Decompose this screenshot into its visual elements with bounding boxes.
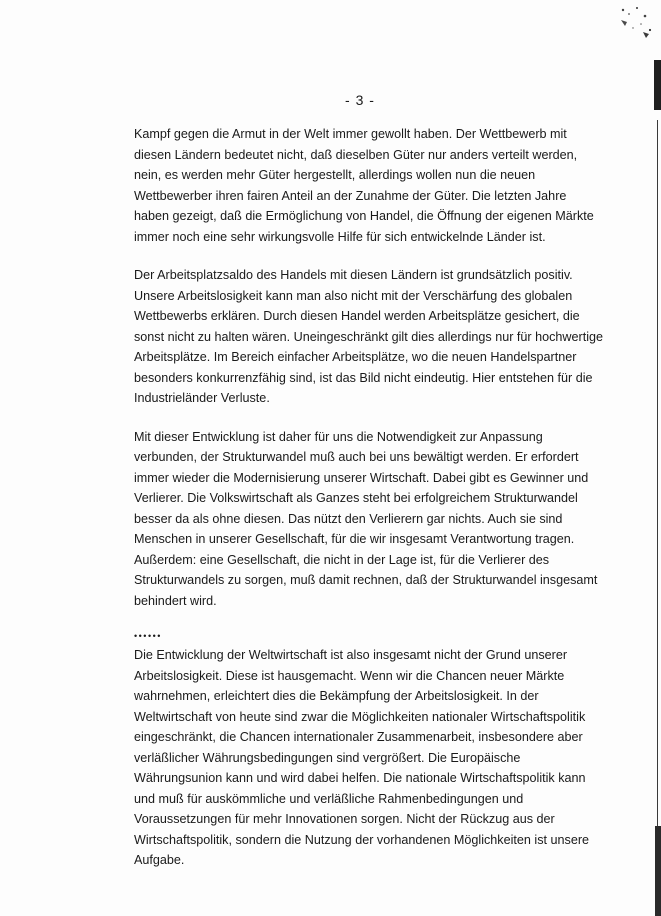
text-line: Menschen in unserer Gesellschaft, für die wir insgesamt Verantwortung tragen. (134, 532, 575, 546)
text-line: wahrnehmen, erleichtert dies die Bekämpfung der Arbeitslosigkeit. In der (134, 689, 539, 703)
scan-speckle-mark (615, 4, 655, 40)
scan-edge-line (657, 120, 658, 910)
text-line: behindert wird. (134, 593, 217, 608)
text-line: Industrieländer Verluste. (134, 391, 270, 405)
page-number: - 3 - (345, 92, 375, 108)
text-line: Strukturwandels zu sorgen, muß damit rechnen, daß der Strukturwandel insgesamt (134, 573, 598, 587)
text-line: Unsere Arbeitslosigkeit kann man also nicht mit der Verschärfung des globalen (134, 288, 573, 303)
text-line: besonders konkurrenzfähig sind, ist das Bild nicht eindeutig. Hier entstehen für die (134, 370, 593, 385)
text-line: Aufgabe. (134, 853, 185, 867)
text-line: Weltwirtschaft von heute sind zwar die Möglichkeiten nationaler Wirtschaftspolitik (134, 709, 586, 724)
text-line: verbunden, der Strukturwandel muß auch bei uns bewältigt werden. Er erfordert (134, 450, 579, 464)
text-line: Kampf gegen die Armut in der Welt immer gewollt haben. Der Wettbewerb mit (134, 127, 567, 141)
text-line: immer wieder die Modernisierung unserer Wirtschaft. Dabei gibt es Gewinner und (134, 470, 589, 485)
text-line: Voraussetzungen für mehr Innovationen sorgen. Nicht der Rückzug aus der (134, 812, 555, 826)
text-line: Der Arbeitsplatzsaldo des Handels mit diesen Ländern ist grundsätzlich positiv. (134, 268, 573, 282)
paragraph-4 (134, 645, 589, 871)
text-line: und muß für auskömmliche und verläßliche Rahmenbedingungen und (134, 791, 524, 806)
text-line: Verlierer. Die Volkswirtschaft als Ganzes steht bei erfolgreichem Strukturwandel (134, 491, 578, 505)
text-line: immer noch eine sehr wirkungsvolle Hilfe für sich entwickelnde Länder ist. (134, 229, 546, 244)
text-line: sonst nicht zu halten wären. Uneingeschränkt gilt dies allerdings nur für hochwertige (134, 329, 604, 344)
scan-edge-bottom-mark (655, 826, 661, 916)
text-line: eingeschränkt, die Chancen internationaler Zusammenarbeit, insbesondere aber (134, 730, 583, 744)
text-line: Außerdem: eine Gesellschaft, die nicht in der Lage ist, für die Verlierer des (134, 552, 550, 567)
text-line: Die Entwicklung der Weltwirtschaft ist also insgesamt nicht der Grund unserer (134, 648, 568, 662)
document-body (134, 124, 604, 889)
text-line: Wirtschaftspolitik, sondern die Nutzung der vorhandenen Möglichkeiten ist unsere (134, 832, 590, 847)
text-line: Wettbewerber ihren fairen Anteil an der Zunahme der Güter. Die letzten Jahre (134, 188, 567, 203)
text-line: Arbeitsplätze. Im Bereich einfacher Arbeitsplätze, wo die neuen Handelspartner (134, 350, 577, 364)
text-line: Arbeitslosigkeit. Diese ist hausgemacht. Wenn wir die Chancen neuer Märkte (134, 668, 565, 683)
paragraph-3 (134, 427, 598, 612)
paragraph-1 (134, 124, 594, 247)
section-separator: •••••• (134, 631, 162, 641)
text-line: Währungsunion kann und wird dabei helfen. Die nationale Wirtschaftspolitik kann (134, 771, 586, 785)
paragraph-2 (134, 265, 604, 409)
text-line: diesen Ländern bedeutet nicht, daß dieselben Güter nur anders verteilt werden, (134, 147, 578, 162)
text-line: Wettbewerbs erklären. Durch diesen Handel werden Arbeitsplätze gesichert, die (134, 309, 580, 323)
text-line: besser da als ohne diesen. Das nützt den Verlierern gar nichts. Auch sie sind (134, 511, 563, 526)
text-line: verläßlicher Währungsbedingungen sind vergrößert. Die Europäische (134, 750, 521, 765)
text-line: nein, es werden mehr Güter hergestellt, allerdings wollen nun die neuen (134, 168, 536, 182)
text-line: Mit dieser Entwicklung ist daher für uns die Notwendigkeit zur Anpassung (134, 429, 543, 444)
text-line: haben gezeigt, daß die Ermöglichung von Handel, die Öffnung der eigenen Märkte (134, 209, 594, 223)
